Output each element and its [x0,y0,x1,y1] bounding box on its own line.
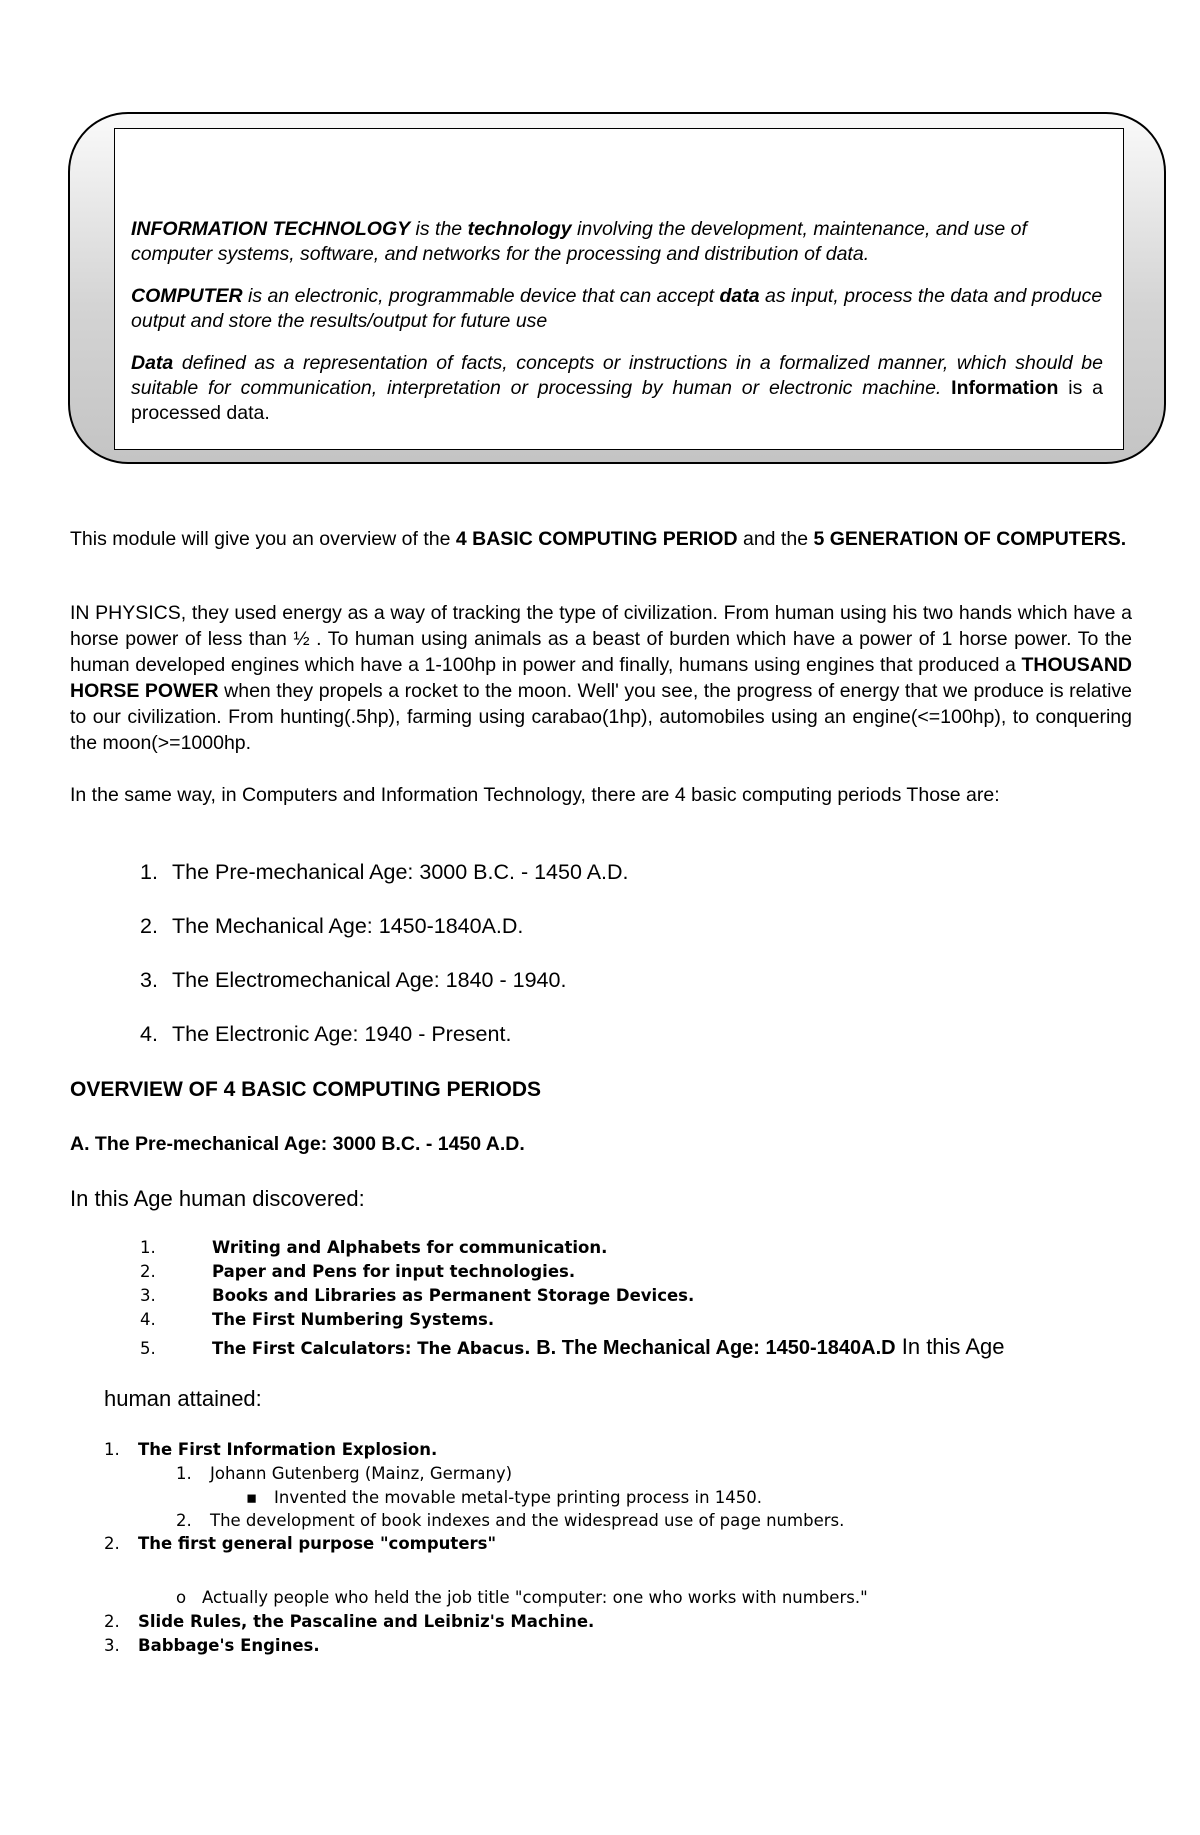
physics-paragraph: IN PHYSICS, they used energy as a way of tracking the type of civilization. From human using his two hands which have a horse power of less than ½ . To human using animals as a beast of burden which have a power of 1 horse power. To the human developed engines which have a 1-100hp in power and finally, humans using engines that produced a THOUSAND HORSE POWER when they propels a rocket to the moon. Well' you see, the progress of energy that we produce is relative to our civilization. From hunting(.5hp), farming using carabao(1hp), automobiles using an engine(<=100hp), to conquering the moon(>=1000hp. [70,602,1132,754]
list-item: 1. The First Information Explosion. [104,1440,438,1459]
list-item: 4. The First Numbering Systems. [140,1310,495,1329]
section-a-heading: A. The Pre-mechanical Age: 3000 B.C. - 1450 A.D. [70,1133,525,1155]
list-item: 1. Writing and Alphabets for communication. [140,1238,608,1257]
list-item: 2. The development of book indexes and the widespread use of page numbers. [176,1511,845,1530]
list-item: o Actually people who held the job title "computer: one who works with numbers." [176,1588,868,1607]
list-item: 2. Paper and Pens for input technologies. [140,1262,576,1281]
it-definition: INFORMATION TECHNOLOGY is the technology involving the development, maintenance, and use of computer systems, software, and networks for the processing and distribution of data. [131,218,1027,265]
section-b-heading: B. The Mechanical Age: 1450-1840A.D [536,1337,896,1359]
definition-box [114,128,1124,450]
same-way-paragraph: In the same way, in Computers and Information Technology, there are 4 basic computing periods Those are: [70,784,1000,806]
list-item: 3. The Electromechanical Age: 1840 - 1940. [140,968,567,992]
computing-periods-list [140,860,629,1076]
data-definition: Data defined as a representation of facts, concepts or instructions in a formalized manner, which should be suitable for communication, interpretation or processing by human or electronic machine. Information is a processed data. [131,352,1103,424]
human-attained-text: human attained: [104,1386,262,1411]
in-this-age-text: In this Age human discovered: [70,1186,365,1211]
list-item: 2. The first general purpose "computers" [104,1534,497,1553]
intro-paragraph: This module will give you an overview of the 4 BASIC COMPUTING PERIOD and the 5 GENERATION OF COMPUTERS. [70,528,1127,550]
list-item: 2. The Mechanical Age: 1450-1840A.D. [140,914,524,938]
list-item: 4. The Electronic Age: 1940 - Present. [140,1022,512,1046]
list-item: 5. The First Calculators: The Abacus. B. The Mechanical Age: 1450-1840A.D In this Age [140,1334,1005,1359]
list-item: 3. Babbage's Engines. [104,1636,320,1655]
list-item: 1. The Pre-mechanical Age: 3000 B.C. - 1450 A.D. [140,860,629,884]
computer-definition: COMPUTER is an electronic, programmable device that can accept data as input, process the data and produce output and store the results/output for future use [131,285,1103,332]
overview-heading: OVERVIEW OF 4 BASIC COMPUTING PERIODS [70,1078,542,1101]
circle-bullet-icon: o [176,1588,187,1607]
list-item: ▪ Invented the movable metal-type printing process in 1450. [246,1488,763,1507]
discoveries-list [140,1236,1004,1362]
list-item: 2. Slide Rules, the Pascaline and Leibniz's Machine. [104,1612,595,1631]
square-bullet-icon: ▪ [246,1488,258,1507]
list-item: 1. Johann Gutenberg (Mainz, Germany) [176,1464,513,1483]
list-item: 3. Books and Libraries as Permanent Storage Devices. [140,1286,695,1305]
